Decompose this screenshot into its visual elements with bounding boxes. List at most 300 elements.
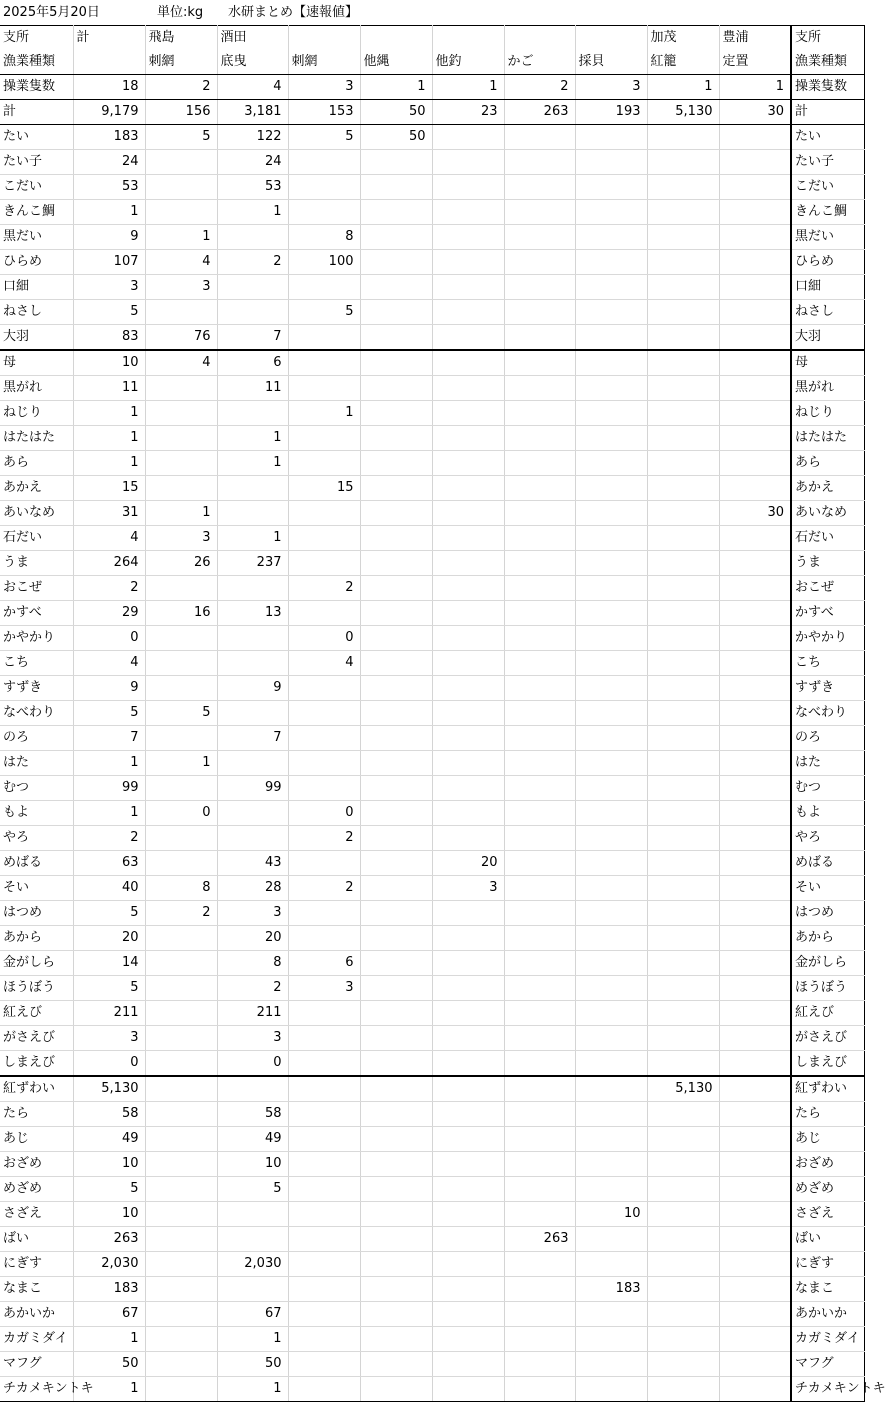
value-cell bbox=[647, 150, 719, 175]
value-cell bbox=[360, 150, 432, 175]
value-cell bbox=[575, 501, 647, 526]
value-cell: 2 bbox=[73, 826, 145, 851]
value-cell bbox=[360, 926, 432, 951]
value-cell: 50 bbox=[73, 1352, 145, 1377]
column-header-cell: 刺網 bbox=[145, 50, 217, 75]
value-cell bbox=[432, 901, 504, 926]
value-cell bbox=[360, 1076, 432, 1102]
value-cell bbox=[288, 501, 360, 526]
value-cell bbox=[719, 1102, 791, 1127]
value-cell bbox=[145, 150, 217, 175]
species-row bbox=[0, 1026, 864, 1051]
row-label-right: ばい bbox=[791, 1227, 864, 1252]
value-cell bbox=[575, 576, 647, 601]
value-cell bbox=[145, 1202, 217, 1227]
value-cell: 3 bbox=[217, 1026, 288, 1051]
value-cell bbox=[360, 551, 432, 576]
value-cell bbox=[719, 1252, 791, 1277]
value-cell bbox=[360, 200, 432, 225]
row-label: あら bbox=[0, 451, 73, 476]
species-row bbox=[0, 325, 864, 351]
value-cell bbox=[575, 1127, 647, 1152]
value-cell bbox=[575, 275, 647, 300]
value-cell bbox=[504, 1051, 575, 1077]
value-cell bbox=[504, 1302, 575, 1327]
row-label: もよ bbox=[0, 801, 73, 826]
row-label-right: さざえ bbox=[791, 1202, 864, 1227]
value-cell bbox=[504, 1252, 575, 1277]
value-cell bbox=[647, 901, 719, 926]
value-cell bbox=[432, 225, 504, 250]
value-cell bbox=[575, 225, 647, 250]
value-cell bbox=[432, 200, 504, 225]
value-cell bbox=[432, 1327, 504, 1352]
species-row bbox=[0, 976, 864, 1001]
species-row bbox=[0, 801, 864, 826]
species-row bbox=[0, 926, 864, 951]
value-cell bbox=[719, 300, 791, 325]
row-label: たら bbox=[0, 1102, 73, 1127]
value-cell bbox=[360, 1277, 432, 1302]
value-cell bbox=[504, 325, 575, 351]
row-label-right: うま bbox=[791, 551, 864, 576]
value-cell bbox=[647, 225, 719, 250]
value-cell bbox=[647, 776, 719, 801]
value-cell: 183 bbox=[575, 1277, 647, 1302]
value-cell bbox=[145, 1227, 217, 1252]
value-cell bbox=[504, 1152, 575, 1177]
value-cell bbox=[432, 1302, 504, 1327]
value-cell bbox=[145, 851, 217, 876]
value-cell bbox=[360, 676, 432, 701]
value-cell bbox=[288, 1202, 360, 1227]
value-cell bbox=[217, 701, 288, 726]
value-cell bbox=[432, 376, 504, 401]
row-label: さざえ bbox=[0, 1202, 73, 1227]
value-cell: 122 bbox=[217, 125, 288, 150]
value-cell bbox=[360, 951, 432, 976]
value-cell bbox=[504, 1327, 575, 1352]
value-cell bbox=[504, 476, 575, 501]
value-cell bbox=[432, 426, 504, 451]
value-cell bbox=[575, 776, 647, 801]
species-row bbox=[0, 776, 864, 801]
row-label-right: ほうぼう bbox=[791, 976, 864, 1001]
value-cell: 20 bbox=[432, 851, 504, 876]
value-cell bbox=[647, 1102, 719, 1127]
value-cell: 0 bbox=[288, 801, 360, 826]
value-cell bbox=[360, 976, 432, 1001]
value-cell bbox=[719, 325, 791, 351]
value-cell bbox=[360, 751, 432, 776]
value-cell bbox=[288, 1352, 360, 1377]
value-cell bbox=[719, 751, 791, 776]
value-cell bbox=[647, 175, 719, 200]
species-row bbox=[0, 851, 864, 876]
value-cell: 5 bbox=[217, 1177, 288, 1202]
value-cell: 1 bbox=[73, 801, 145, 826]
value-cell: 9,179 bbox=[73, 100, 145, 125]
value-cell bbox=[575, 726, 647, 751]
value-cell bbox=[647, 1277, 719, 1302]
value-cell bbox=[145, 1177, 217, 1202]
row-label: なまこ bbox=[0, 1277, 73, 1302]
row-label: チカメキントキ bbox=[0, 1377, 73, 1402]
value-cell bbox=[360, 626, 432, 651]
row-label-right: あいなめ bbox=[791, 501, 864, 526]
row-label-right: めばる bbox=[791, 851, 864, 876]
value-cell bbox=[647, 976, 719, 1001]
value-cell bbox=[647, 626, 719, 651]
value-cell bbox=[432, 300, 504, 325]
value-cell bbox=[432, 1277, 504, 1302]
row-label: 黒がれ bbox=[0, 376, 73, 401]
row-label-right: なまこ bbox=[791, 1277, 864, 1302]
branch-header-row bbox=[0, 26, 864, 51]
value-cell bbox=[504, 175, 575, 200]
row-label-right: すずき bbox=[791, 676, 864, 701]
value-cell: 15 bbox=[288, 476, 360, 501]
row-label-right: 口細 bbox=[791, 275, 864, 300]
value-cell bbox=[360, 1001, 432, 1026]
value-cell bbox=[432, 1227, 504, 1252]
value-cell bbox=[288, 451, 360, 476]
value-cell bbox=[647, 1377, 719, 1402]
value-cell bbox=[217, 651, 288, 676]
value-cell bbox=[719, 601, 791, 626]
value-cell bbox=[647, 1152, 719, 1177]
value-cell: 29 bbox=[73, 601, 145, 626]
value-cell bbox=[647, 551, 719, 576]
row-label: がさえび bbox=[0, 1026, 73, 1051]
value-cell bbox=[504, 551, 575, 576]
row-label: 漁業種類 bbox=[0, 50, 73, 75]
value-cell bbox=[288, 175, 360, 200]
row-label: 口細 bbox=[0, 275, 73, 300]
value-cell bbox=[504, 1076, 575, 1102]
value-cell bbox=[719, 851, 791, 876]
row-label-right: あかえ bbox=[791, 476, 864, 501]
value-cell: 153 bbox=[288, 100, 360, 125]
value-cell bbox=[575, 1252, 647, 1277]
value-cell bbox=[647, 200, 719, 225]
value-cell: 1 bbox=[217, 451, 288, 476]
value-cell bbox=[504, 1127, 575, 1152]
value-cell bbox=[647, 1001, 719, 1026]
value-cell bbox=[504, 1277, 575, 1302]
value-cell bbox=[360, 300, 432, 325]
value-cell: 5 bbox=[288, 125, 360, 150]
value-cell bbox=[360, 1302, 432, 1327]
row-label-right: 紅えび bbox=[791, 1001, 864, 1026]
row-label-right: こち bbox=[791, 651, 864, 676]
row-label-right: 操業隻数 bbox=[791, 75, 864, 100]
value-cell bbox=[575, 851, 647, 876]
value-cell bbox=[432, 476, 504, 501]
row-label-right: 計 bbox=[791, 100, 864, 125]
row-label-right: はつめ bbox=[791, 901, 864, 926]
column-header-cell bbox=[288, 26, 360, 51]
value-cell bbox=[719, 1227, 791, 1252]
species-row bbox=[0, 1127, 864, 1152]
value-cell bbox=[360, 476, 432, 501]
value-cell bbox=[504, 926, 575, 951]
species-row bbox=[0, 1352, 864, 1377]
value-cell: 53 bbox=[73, 175, 145, 200]
value-cell: 9 bbox=[73, 676, 145, 701]
value-cell: 43 bbox=[217, 851, 288, 876]
value-cell: 10 bbox=[73, 350, 145, 376]
row-label-right: きんこ鯛 bbox=[791, 200, 864, 225]
value-cell bbox=[719, 1152, 791, 1177]
value-cell: 26 bbox=[145, 551, 217, 576]
value-cell bbox=[288, 776, 360, 801]
row-label: かすべ bbox=[0, 601, 73, 626]
row-label: 紅ずわい bbox=[0, 1076, 73, 1102]
value-cell bbox=[360, 701, 432, 726]
row-label: おざめ bbox=[0, 1152, 73, 1177]
row-label: 石だい bbox=[0, 526, 73, 551]
species-row bbox=[0, 150, 864, 175]
species-row bbox=[0, 826, 864, 851]
value-cell bbox=[145, 1377, 217, 1402]
value-cell: 3 bbox=[432, 876, 504, 901]
value-cell bbox=[432, 1051, 504, 1077]
value-cell: 3 bbox=[217, 901, 288, 926]
value-cell: 3 bbox=[575, 75, 647, 100]
value-cell bbox=[288, 325, 360, 351]
value-cell bbox=[504, 801, 575, 826]
value-cell bbox=[432, 275, 504, 300]
row-label: ひらめ bbox=[0, 250, 73, 275]
value-cell bbox=[647, 1227, 719, 1252]
species-row bbox=[0, 376, 864, 401]
row-label: すずき bbox=[0, 676, 73, 701]
value-cell bbox=[288, 601, 360, 626]
row-label-right: にぎす bbox=[791, 1252, 864, 1277]
species-row bbox=[0, 1277, 864, 1302]
value-cell bbox=[504, 701, 575, 726]
row-label-right: 紅ずわい bbox=[791, 1076, 864, 1102]
value-cell bbox=[432, 1001, 504, 1026]
value-cell bbox=[719, 200, 791, 225]
column-header-cell bbox=[504, 26, 575, 51]
value-cell bbox=[719, 976, 791, 1001]
value-cell bbox=[575, 1001, 647, 1026]
value-cell bbox=[575, 1327, 647, 1352]
value-cell: 67 bbox=[217, 1302, 288, 1327]
value-cell: 4 bbox=[145, 350, 217, 376]
column-header-cell: 紅籠 bbox=[647, 50, 719, 75]
value-cell bbox=[719, 376, 791, 401]
value-cell: 10 bbox=[575, 1202, 647, 1227]
species-row bbox=[0, 651, 864, 676]
value-cell bbox=[504, 300, 575, 325]
value-cell bbox=[360, 1026, 432, 1051]
value-cell bbox=[432, 1352, 504, 1377]
value-cell bbox=[432, 976, 504, 1001]
value-cell bbox=[719, 701, 791, 726]
value-cell: 24 bbox=[73, 150, 145, 175]
value-cell bbox=[432, 250, 504, 275]
value-cell bbox=[575, 1377, 647, 1402]
value-cell bbox=[719, 626, 791, 651]
value-cell bbox=[217, 225, 288, 250]
value-cell bbox=[719, 401, 791, 426]
row-label: ねさし bbox=[0, 300, 73, 325]
row-label: あいなめ bbox=[0, 501, 73, 526]
value-cell: 0 bbox=[288, 626, 360, 651]
value-cell bbox=[432, 651, 504, 676]
value-cell bbox=[288, 751, 360, 776]
value-cell: 20 bbox=[217, 926, 288, 951]
value-cell bbox=[575, 1051, 647, 1077]
value-cell: 2 bbox=[145, 75, 217, 100]
value-cell bbox=[504, 501, 575, 526]
value-cell bbox=[288, 526, 360, 551]
value-cell: 6 bbox=[217, 350, 288, 376]
value-cell bbox=[145, 1102, 217, 1127]
value-cell bbox=[575, 200, 647, 225]
value-cell bbox=[647, 1202, 719, 1227]
value-cell bbox=[504, 876, 575, 901]
species-row bbox=[0, 876, 864, 901]
value-cell bbox=[360, 501, 432, 526]
value-cell: 1 bbox=[73, 200, 145, 225]
species-row bbox=[0, 175, 864, 200]
value-cell: 58 bbox=[217, 1102, 288, 1127]
value-cell: 58 bbox=[73, 1102, 145, 1127]
value-cell: 2 bbox=[217, 250, 288, 275]
row-label-right: あかいか bbox=[791, 1302, 864, 1327]
value-cell: 9 bbox=[73, 225, 145, 250]
value-cell bbox=[504, 601, 575, 626]
value-cell: 2 bbox=[73, 576, 145, 601]
value-cell bbox=[432, 1127, 504, 1152]
value-cell: 13 bbox=[217, 601, 288, 626]
value-cell: 5 bbox=[73, 976, 145, 1001]
value-cell: 40 bbox=[73, 876, 145, 901]
value-cell bbox=[575, 1076, 647, 1102]
value-cell bbox=[504, 1377, 575, 1402]
row-label-right: チカメキントキ bbox=[791, 1377, 864, 1402]
value-cell: 156 bbox=[145, 100, 217, 125]
value-cell bbox=[719, 1277, 791, 1302]
row-label-right: ねさし bbox=[791, 300, 864, 325]
species-row bbox=[0, 250, 864, 275]
species-row bbox=[0, 901, 864, 926]
value-cell bbox=[719, 1177, 791, 1202]
value-cell bbox=[575, 701, 647, 726]
row-label: こだい bbox=[0, 175, 73, 200]
value-cell: 7 bbox=[73, 726, 145, 751]
value-cell bbox=[575, 1352, 647, 1377]
value-cell: 263 bbox=[504, 1227, 575, 1252]
value-cell bbox=[647, 601, 719, 626]
value-cell bbox=[575, 401, 647, 426]
value-cell: 3 bbox=[73, 275, 145, 300]
value-cell bbox=[217, 1202, 288, 1227]
column-header-cell: 酒田 bbox=[217, 26, 288, 51]
row-label-right: はたはた bbox=[791, 426, 864, 451]
species-row bbox=[0, 1001, 864, 1026]
value-cell bbox=[145, 451, 217, 476]
value-cell bbox=[504, 225, 575, 250]
value-cell bbox=[288, 1076, 360, 1102]
value-cell bbox=[719, 1051, 791, 1077]
value-cell bbox=[145, 776, 217, 801]
value-cell bbox=[145, 376, 217, 401]
value-cell: 11 bbox=[73, 376, 145, 401]
value-cell bbox=[647, 125, 719, 150]
value-cell bbox=[432, 1026, 504, 1051]
species-row bbox=[0, 426, 864, 451]
value-cell bbox=[432, 501, 504, 526]
report-date: 2025年5月20日 bbox=[3, 5, 100, 20]
value-cell bbox=[217, 1227, 288, 1252]
value-cell bbox=[432, 1102, 504, 1127]
value-cell bbox=[145, 576, 217, 601]
value-cell: 1 bbox=[73, 401, 145, 426]
row-label: 計 bbox=[0, 100, 73, 125]
value-cell bbox=[719, 1377, 791, 1402]
value-cell bbox=[432, 526, 504, 551]
species-row bbox=[0, 476, 864, 501]
row-label: たい子 bbox=[0, 150, 73, 175]
value-cell bbox=[145, 1076, 217, 1102]
value-cell bbox=[217, 401, 288, 426]
value-cell bbox=[504, 851, 575, 876]
row-label-right: やろ bbox=[791, 826, 864, 851]
row-label-right: こだい bbox=[791, 175, 864, 200]
value-cell bbox=[360, 651, 432, 676]
value-cell bbox=[504, 1026, 575, 1051]
value-cell bbox=[647, 1127, 719, 1152]
row-label: 金がしら bbox=[0, 951, 73, 976]
value-cell bbox=[360, 225, 432, 250]
sheet-title-row bbox=[0, 0, 864, 25]
value-cell bbox=[647, 1177, 719, 1202]
value-cell bbox=[719, 876, 791, 901]
value-cell bbox=[719, 451, 791, 476]
value-cell bbox=[360, 401, 432, 426]
species-row bbox=[0, 676, 864, 701]
value-cell bbox=[432, 926, 504, 951]
species-row bbox=[0, 576, 864, 601]
value-cell bbox=[145, 300, 217, 325]
column-header-cell: 加茂 bbox=[647, 26, 719, 51]
value-cell bbox=[145, 426, 217, 451]
row-label: にぎす bbox=[0, 1252, 73, 1277]
value-cell bbox=[360, 451, 432, 476]
value-cell bbox=[432, 325, 504, 351]
value-cell bbox=[575, 300, 647, 325]
row-label-right: たい bbox=[791, 125, 864, 150]
species-row bbox=[0, 751, 864, 776]
value-cell bbox=[647, 801, 719, 826]
value-cell bbox=[360, 526, 432, 551]
row-label: むつ bbox=[0, 776, 73, 801]
value-cell bbox=[360, 901, 432, 926]
value-cell bbox=[647, 726, 719, 751]
value-cell bbox=[647, 676, 719, 701]
value-cell bbox=[504, 200, 575, 225]
value-cell bbox=[575, 1102, 647, 1127]
value-cell bbox=[288, 200, 360, 225]
column-header-cell: 定置 bbox=[719, 50, 791, 75]
row-label-right: なべわり bbox=[791, 701, 864, 726]
row-label: たい bbox=[0, 125, 73, 150]
